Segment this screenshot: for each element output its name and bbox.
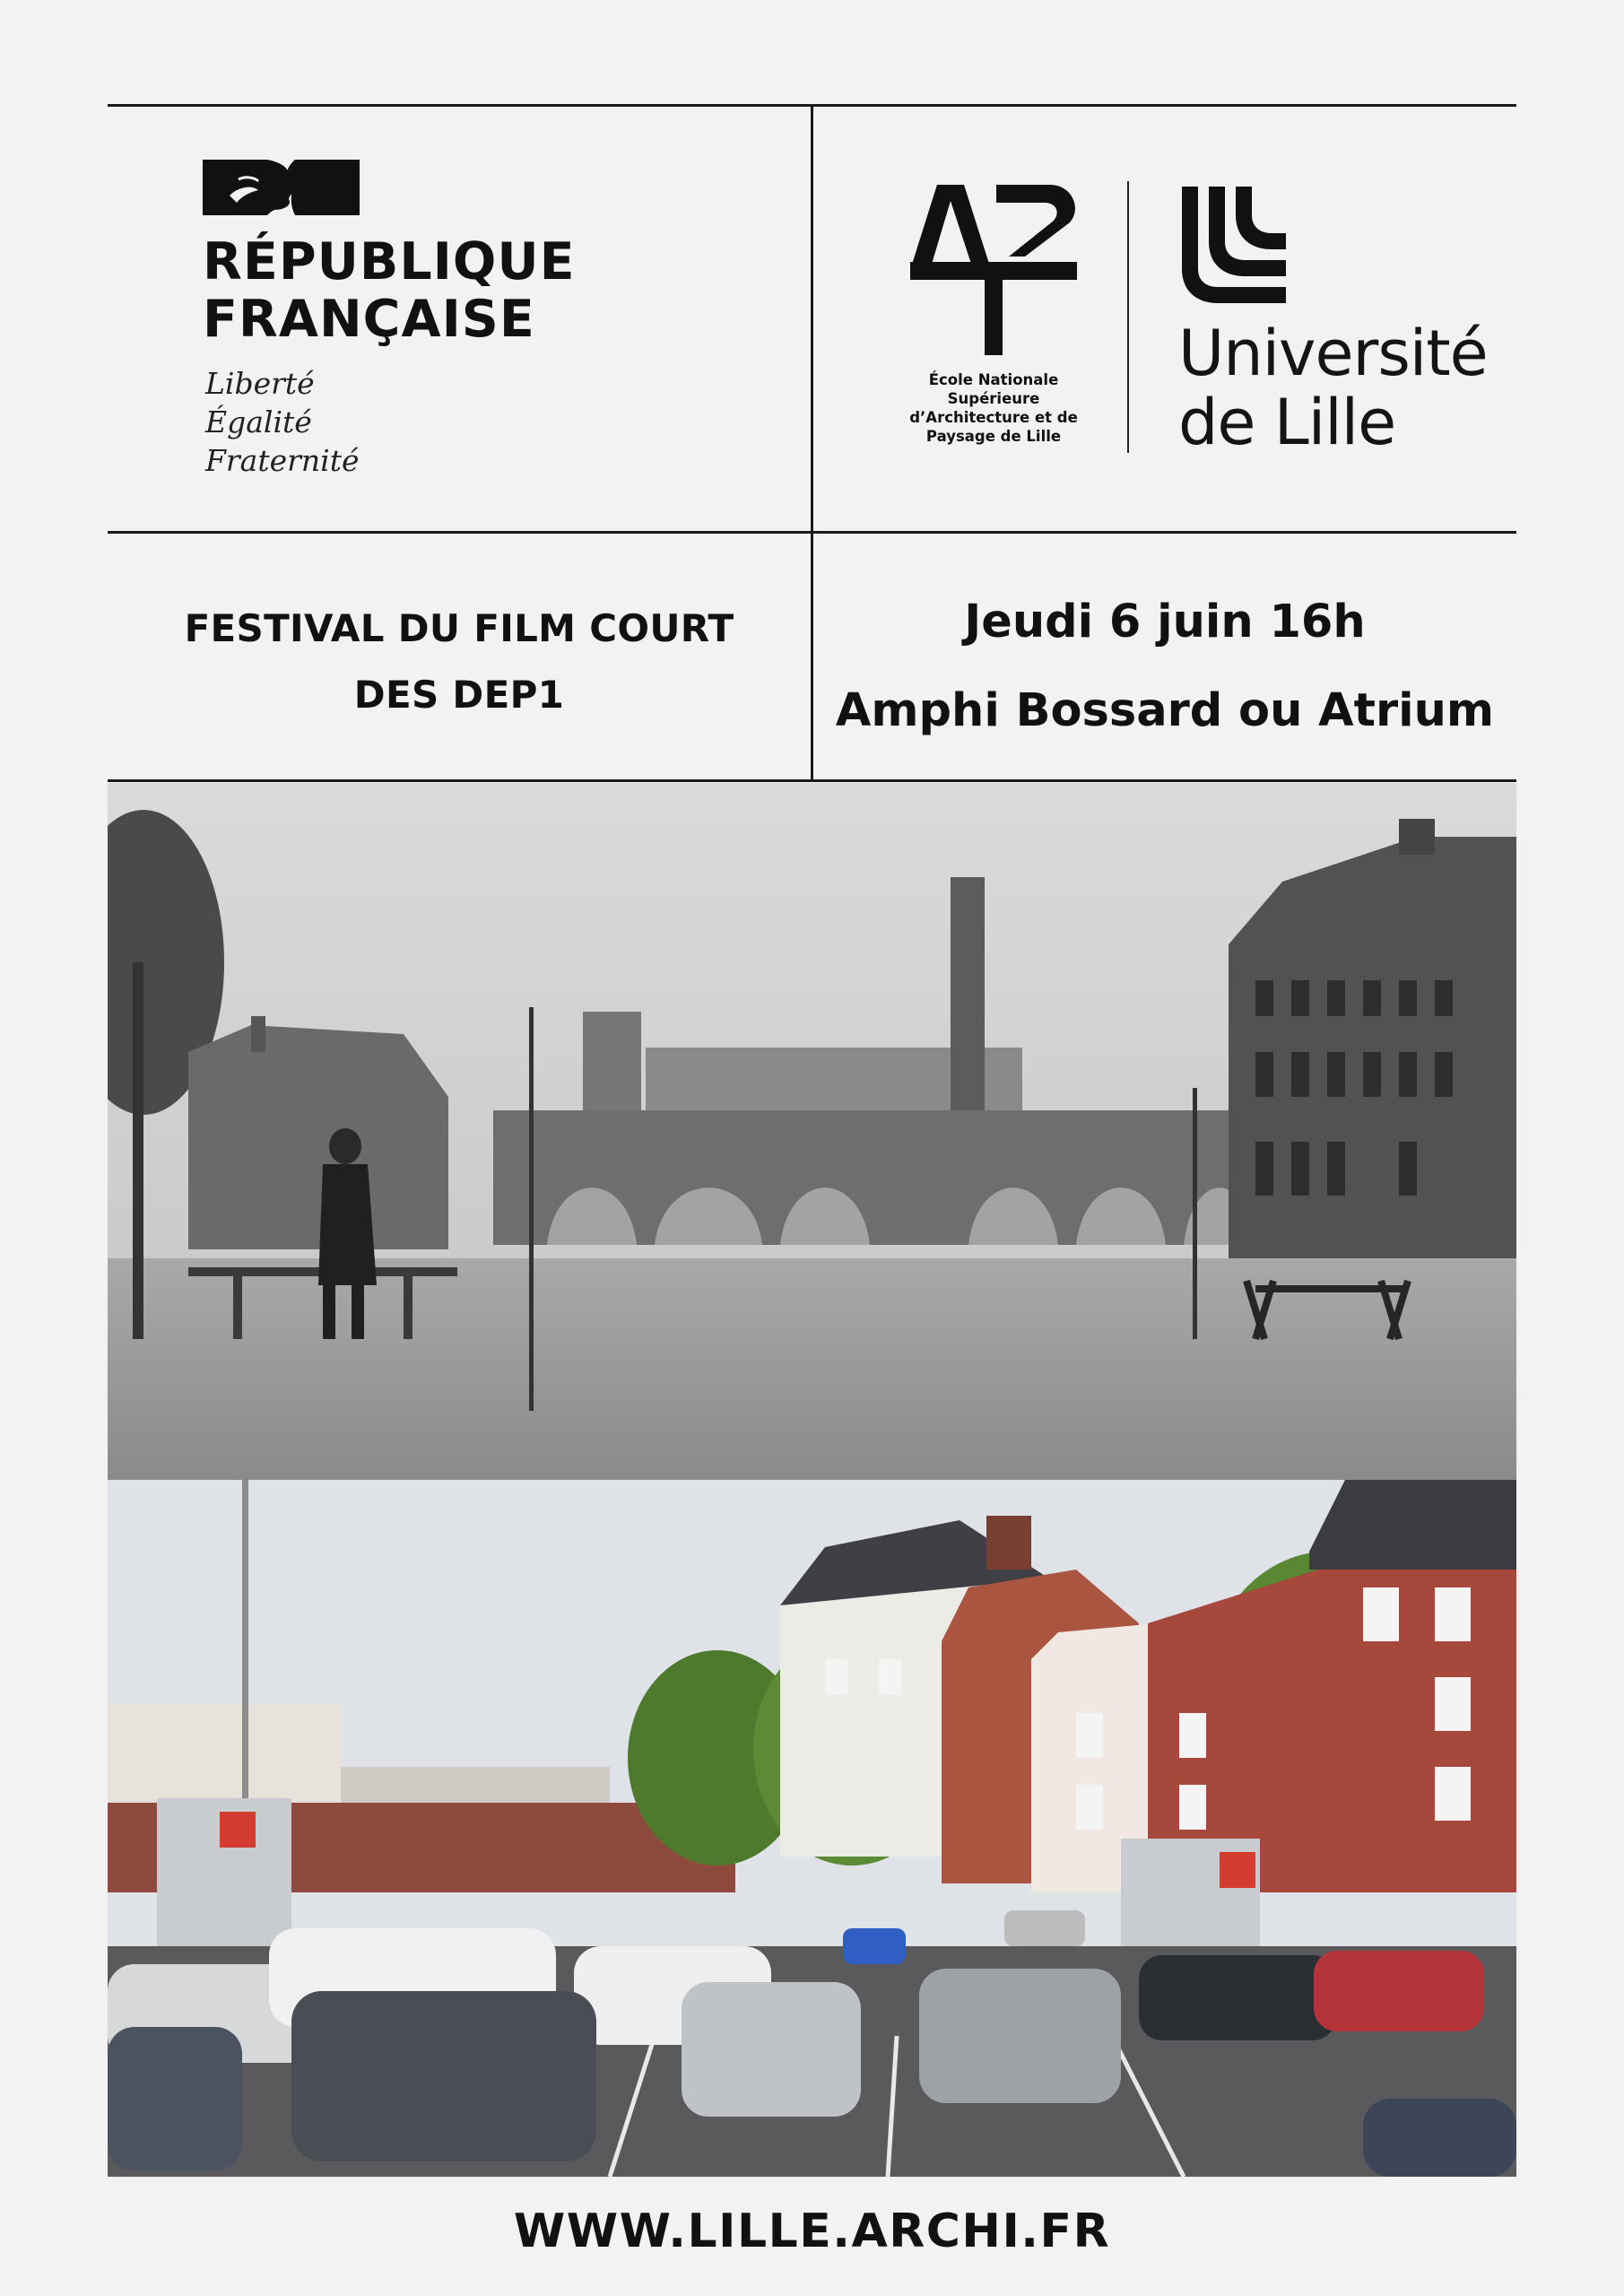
festival-title [108,596,811,728]
festival-title-line1: FESTIVAL DU FILM COURT [184,606,734,650]
logo-separator [1127,181,1129,453]
ulille-line1: Université [1178,317,1488,390]
ensap-name-line4: Paysage de Lille [925,428,1062,445]
present-day-photo [108,1480,1516,2177]
event-details [813,578,1516,755]
ensap-name-line1: École Nationale [928,371,1059,388]
rf-title-line2: FRANÇAISE [203,290,535,349]
ulille-lll-logo-icon [1182,187,1286,303]
motto-liberte: Liberté [205,366,315,401]
marianne-icon [203,160,360,215]
historical-photo [108,783,1516,1480]
republique-motto [205,364,360,480]
ensap-name [904,370,1083,446]
motto-egalite: Égalité [205,404,312,439]
festival-title-line2: DES DEP1 [353,673,565,717]
universite-de-lille-name [1178,319,1488,457]
website-url[interactable]: WWW.LILLE.ARCHI.FR [513,2205,1111,2258]
rf-title-line1: RÉPUBLIQUE [203,232,576,291]
ulille-line2: de Lille [1178,386,1396,459]
ensap-name-line2: Supérieure [947,390,1040,407]
event-date: Jeudi 6 juin 16h [964,596,1366,648]
event-location: Amphi Bossard ou Atrium [835,684,1495,737]
ensap-name-line3: d’Architecture et de [909,409,1078,426]
motto-fraternite: Fraternité [205,443,360,478]
republique-francaise-title [203,233,615,348]
ensap-ap-logo-icon [910,185,1077,355]
